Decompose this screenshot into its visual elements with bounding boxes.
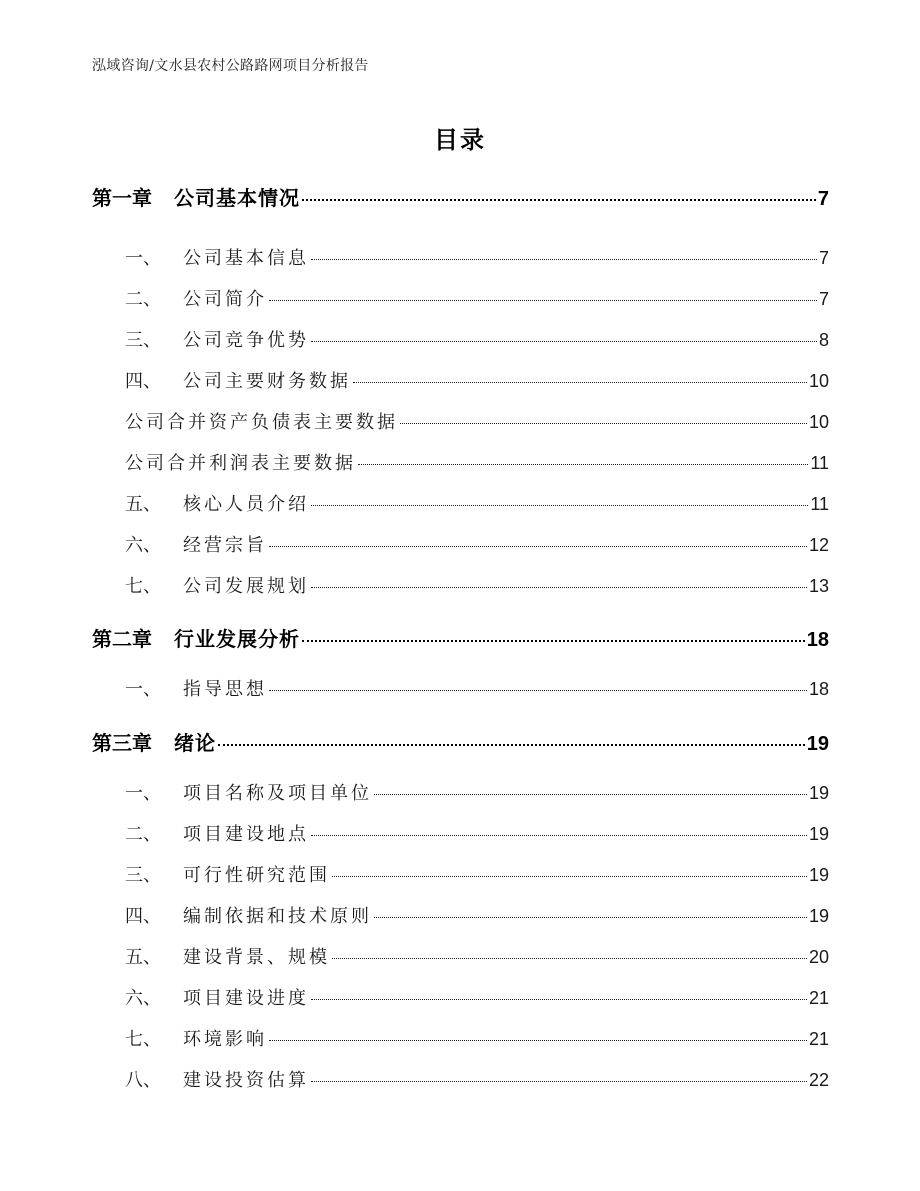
toc-entry-label: 公司主要财务数据 bbox=[183, 371, 351, 392]
dot-leader bbox=[374, 917, 807, 918]
toc-entry-label: 项目名称及项目单位 bbox=[183, 783, 372, 804]
toc-entry-label: 公司合并资产负债表主要数据 bbox=[125, 412, 398, 433]
running-header: 泓域咨询/文水县农村公路路网项目分析报告 bbox=[92, 58, 369, 74]
toc-entry-number: 一、 bbox=[125, 783, 161, 804]
toc-page-number: 11 bbox=[810, 453, 829, 473]
toc-entry-number: 二、 bbox=[125, 289, 161, 310]
dot-leader bbox=[374, 794, 807, 795]
dot-leader bbox=[311, 1081, 807, 1082]
dot-leader bbox=[353, 382, 807, 383]
toc-page-number: 19 bbox=[808, 906, 829, 926]
toc-entry-number: 五、 bbox=[125, 947, 161, 968]
toc-entry-number: 一、 bbox=[125, 679, 161, 700]
toc-entry-number: 六、 bbox=[125, 988, 161, 1009]
toc-entry-label: 绪论 bbox=[174, 731, 216, 755]
toc-page-number: 19 bbox=[808, 824, 829, 844]
dot-leader bbox=[311, 341, 817, 342]
toc-entry-number: 六、 bbox=[125, 535, 161, 556]
toc-section-entry[interactable] bbox=[125, 408, 829, 434]
toc-entry-label: 公司合并利润表主要数据 bbox=[125, 453, 356, 474]
toc-section-entry[interactable] bbox=[125, 490, 829, 516]
toc-section-entry[interactable] bbox=[125, 984, 829, 1010]
toc-entry-label: 行业发展分析 bbox=[174, 627, 300, 651]
toc-entry-label: 公司基本信息 bbox=[183, 248, 309, 269]
toc-page-number: 19 bbox=[808, 865, 829, 885]
dot-leader bbox=[302, 199, 816, 201]
toc-entry-number: 八、 bbox=[125, 1070, 161, 1091]
toc-entry-label: 公司简介 bbox=[183, 289, 267, 310]
toc-page-number: 21 bbox=[808, 988, 829, 1008]
dot-leader bbox=[311, 999, 807, 1000]
toc-section-entry[interactable] bbox=[125, 943, 829, 969]
dot-leader bbox=[311, 587, 807, 588]
toc-page-number: 7 bbox=[818, 289, 829, 309]
toc-entry-number: 三、 bbox=[125, 330, 161, 351]
toc-section-entry[interactable] bbox=[125, 902, 829, 928]
toc-section-entry[interactable] bbox=[125, 675, 829, 701]
dot-leader bbox=[269, 300, 817, 301]
toc-page-number: 10 bbox=[808, 371, 829, 391]
toc-page-number: 22 bbox=[808, 1070, 829, 1090]
dot-leader bbox=[400, 423, 807, 424]
toc-page-number: 21 bbox=[808, 1029, 829, 1049]
toc-entry-label: 项目建设地点 bbox=[183, 824, 309, 845]
toc-section-entry[interactable] bbox=[125, 1025, 829, 1051]
toc-entry-label: 编制依据和技术原则 bbox=[183, 906, 372, 927]
toc-entry-label: 建设背景、规模 bbox=[183, 947, 330, 968]
toc-entry-number: 第一章 bbox=[92, 186, 152, 210]
toc-page-number: 12 bbox=[808, 535, 829, 555]
toc-entry-number: 七、 bbox=[125, 1029, 161, 1050]
toc-section-entry[interactable] bbox=[125, 861, 829, 887]
toc-page-number: 19 bbox=[806, 733, 829, 755]
toc-entry-number: 一、 bbox=[125, 248, 161, 269]
dot-leader bbox=[358, 464, 808, 465]
toc-entry-label: 环境影响 bbox=[183, 1029, 267, 1050]
toc-entry-number: 五、 bbox=[125, 494, 161, 515]
toc-entry-number: 第二章 bbox=[92, 627, 152, 651]
toc-section-entry[interactable] bbox=[125, 367, 829, 393]
toc-entry-number: 第三章 bbox=[92, 731, 152, 755]
toc-page-number: 18 bbox=[806, 629, 829, 651]
toc-entry-number: 四、 bbox=[125, 371, 161, 392]
toc-section-entry[interactable] bbox=[125, 449, 829, 475]
toc-chapter-entry[interactable] bbox=[92, 727, 829, 756]
toc-entry-label: 公司基本情况 bbox=[174, 186, 300, 210]
toc-page-number: 10 bbox=[808, 412, 829, 432]
toc-entry-label: 经营宗旨 bbox=[183, 535, 267, 556]
toc-section-entry[interactable] bbox=[125, 285, 829, 311]
toc-entry-label: 可行性研究范围 bbox=[183, 865, 330, 886]
toc-page-number: 20 bbox=[808, 947, 829, 967]
toc-page-number: 18 bbox=[808, 679, 829, 699]
toc-page-number: 7 bbox=[818, 248, 829, 268]
toc-entry-number: 四、 bbox=[125, 906, 161, 927]
dot-leader bbox=[311, 505, 808, 506]
toc-section-entry[interactable] bbox=[125, 820, 829, 846]
dot-leader bbox=[332, 958, 807, 959]
toc-entry-number: 三、 bbox=[125, 865, 161, 886]
toc-entry-label: 指导思想 bbox=[183, 679, 267, 700]
toc-section-entry[interactable] bbox=[125, 244, 829, 270]
toc-section-entry[interactable] bbox=[125, 326, 829, 352]
toc-entry-label: 公司发展规划 bbox=[183, 576, 309, 597]
toc-entry-label: 建设投资估算 bbox=[183, 1070, 309, 1091]
toc-section-entry[interactable] bbox=[125, 1066, 829, 1092]
toc-entry-label: 公司竞争优势 bbox=[183, 330, 309, 351]
toc-page-number: 19 bbox=[808, 783, 829, 803]
dot-leader bbox=[311, 835, 807, 836]
toc-entry-label: 项目建设进度 bbox=[183, 988, 309, 1009]
toc-section-entry[interactable] bbox=[125, 779, 829, 805]
toc-chapter-entry[interactable] bbox=[92, 182, 829, 211]
dot-leader bbox=[302, 640, 805, 642]
toc-page-number: 11 bbox=[810, 494, 829, 514]
toc-entry-number: 二、 bbox=[125, 824, 161, 845]
toc-chapter-entry[interactable] bbox=[92, 623, 829, 652]
toc-section-entry[interactable] bbox=[125, 572, 829, 598]
toc-page-number: 13 bbox=[808, 576, 829, 596]
dot-leader bbox=[332, 876, 807, 877]
dot-leader bbox=[269, 546, 807, 547]
page-title: 目录 bbox=[434, 126, 486, 154]
dot-leader bbox=[218, 744, 805, 746]
dot-leader bbox=[269, 1040, 807, 1041]
dot-leader bbox=[269, 690, 807, 691]
toc-page-number: 7 bbox=[817, 188, 829, 210]
toc-entry-number: 七、 bbox=[125, 576, 161, 597]
dot-leader bbox=[311, 259, 817, 260]
toc-section-entry[interactable] bbox=[125, 531, 829, 557]
toc-page-number: 8 bbox=[818, 330, 829, 350]
toc-entry-label: 核心人员介绍 bbox=[183, 494, 309, 515]
